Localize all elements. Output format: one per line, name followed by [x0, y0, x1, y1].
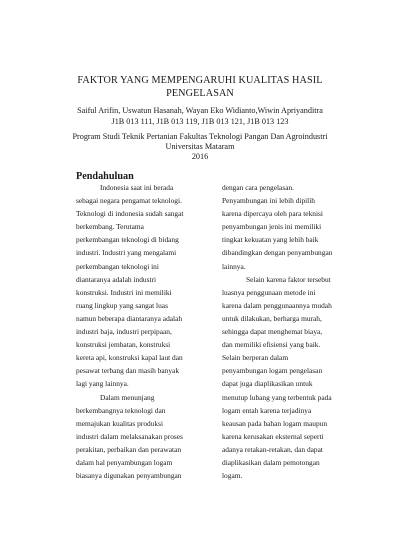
text-line: sehingga dapat menghemat biaya, [222, 327, 323, 337]
text-line: dalam hal penyambungan logam [76, 457, 173, 467]
text-line: karena dalam penggunaannya mudah [222, 300, 332, 310]
text-line: berkembang. Terutama [76, 222, 144, 232]
text-line: pesawat terbang dan masih banyak [76, 366, 180, 376]
left-column [76, 181, 194, 482]
right-column [222, 181, 344, 482]
text-line: diantaranya adalah industri [76, 274, 157, 284]
paper-title [0, 74, 400, 100]
affiliation [0, 132, 400, 162]
text-line: Dalam menunjang [100, 392, 155, 402]
text-line: memajukan kualitas produksi [76, 418, 164, 428]
text-line: tingkat kekuatan yang lebih baik [222, 235, 319, 245]
text-line: karena kerusakan eksternal seperti [222, 431, 324, 441]
text-line: industri. Industri yang mengalami [76, 248, 177, 258]
text-line: Selain karena faktor tersebut [246, 274, 331, 284]
text-line: untuk dilakukan, berharga murah, [222, 313, 322, 323]
text-line: dengan cara pengelasan. [222, 183, 295, 192]
text-line: dan memiliki efisiensi yang baik. [222, 340, 321, 350]
text-line: karena dipercaya oleh para teknisi [222, 209, 323, 219]
text-line: dibandingkan dengan penyambungan [222, 248, 333, 258]
text-line: perkembangan teknologi di bidang [76, 235, 179, 245]
text-line: berkembangnya teknologi dan [76, 405, 166, 415]
text-line: lagi yang lainnya. [76, 379, 129, 389]
text-line: perkembangan teknologi ini [76, 261, 159, 271]
text-line: luasnya penggunaan metode ini [222, 287, 316, 297]
text-line: Indonesia saat ini berada [100, 183, 174, 192]
author-names: Saiful Arifin, Uswatun Hasanah, Wayan Eko Widianto,Wiwin Apriyanditra [77, 106, 323, 115]
text-line: dapat juga diaplikasikan untuk [222, 379, 313, 389]
text-line: logam entah karena terjadinya [222, 405, 312, 415]
affiliation-university: Universitas Mataram [165, 142, 235, 151]
text-line: industri baja, industri perpipaan, [76, 327, 172, 337]
title-line: FAKTOR YANG MEMPENGARUHI KUALITAS HASIL [77, 75, 323, 86]
text-line: Selain berperan dalam [222, 353, 289, 363]
text-line: logam. [222, 471, 243, 481]
text-line: perakitan, perbaikan dan perawatan [76, 444, 182, 454]
text-line: lainnya. [222, 261, 246, 271]
text-line: namun beberapa diantaranya adalah [76, 313, 183, 323]
title-line: PENGELASAN [166, 88, 234, 99]
text-line: konstruksi jembatan, konstruksi [76, 340, 171, 350]
text-line: keausan pada bahan logam maupun [222, 418, 328, 428]
text-line: konstruksi. Industri ini memiliki [76, 287, 172, 297]
text-line: Teknologi di indonesia sudah sangat [76, 209, 184, 219]
text-line: menutup lubang yang terbentuk pada [222, 392, 332, 402]
student-ids: J1B 013 111, J1B 013 119, J1B 013 121, J1B 013 123 [111, 117, 289, 126]
paper-header [0, 74, 400, 162]
text-line: ruang lingkup yang sangat luas [76, 300, 168, 310]
publication-year: 2016 [191, 152, 209, 161]
text-line: industri dalam melaksanakan proses [76, 431, 183, 441]
text-line: adanya retakan-retakan, dan dapat [222, 444, 323, 454]
text-line: kereta api, konstruksi kapal laut dan [76, 353, 183, 363]
text-line: diaplikasikan dalam pemotongan [222, 457, 320, 467]
author-list [0, 105, 400, 127]
text-line: biasanya digunakan penyambungan [76, 471, 182, 481]
section-heading: Pendahuluan [76, 171, 134, 182]
affiliation-program: Program Studi Teknik Pertanian Fakultas Teknologi Pangan Dan Agroindustri [72, 132, 328, 141]
text-line: sebagai negara pengamat teknologi. [76, 196, 182, 206]
text-line: Penyambungan ini lebih dipilih [222, 196, 315, 206]
text-line: penyambungan logam pengelasan [222, 366, 323, 376]
text-line: penyambungan jenis ini memiliki [222, 222, 322, 232]
